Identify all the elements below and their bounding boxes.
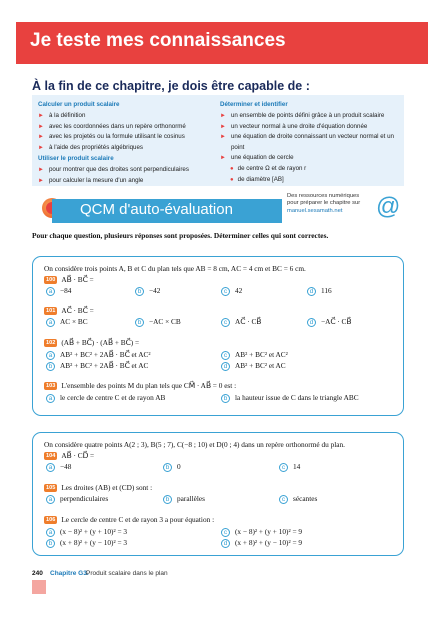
answer-option-b[interactable]: b AB² + BC² + 2AB⃗ · BC⃗ et AC [46, 361, 148, 371]
answer-option-c[interactable]: c sécantes [279, 494, 317, 504]
bullet-icon: ► [38, 123, 44, 130]
bullet-icon: ► [220, 155, 226, 162]
answer-option-c[interactable]: c 42 [221, 286, 242, 296]
question-103: 103 L'ensemble des points M du plan tels que CM⃗ · AB⃗ = 0 est : [46, 381, 237, 390]
question-number: 101 [46, 308, 56, 314]
objectives-left-column [38, 99, 218, 187]
bullet-icon: ► [38, 167, 44, 174]
answer-option-d[interactable]: d −AC⃗ · CB⃗ [307, 317, 351, 327]
objective-item: ► à la définition [38, 112, 86, 119]
block-context: On considère trois points A, B et C du plan tels que AB = 8 cm, AC = 4 cm et BC = 6 cm. [44, 264, 306, 273]
chapter-label: Chapitre G3. [50, 570, 89, 577]
objectives-heading: À la fin de ce chapitre, je dois être capable de : [32, 79, 310, 93]
objectives-section-title: Calculer un produit scalaire [38, 101, 120, 108]
dot-icon: ● [230, 176, 234, 183]
objective-item: ► pour calculer la mesure d'un angle [38, 176, 144, 184]
answer-option-b[interactable]: b la hauteur issue de C dans le triangle ABC [221, 393, 359, 403]
chapter-title: Produit scalaire dans le plan [86, 570, 168, 577]
answer-option-a[interactable]: a AB² + BC² + 2AB⃗ · BC⃗ et AC² [46, 350, 151, 360]
answer-option-d[interactable]: d AB² + BC² et AC [221, 361, 286, 371]
page-title: Je teste mes connaissances [30, 30, 286, 51]
answer-option-c[interactable]: c (x − 8)² + (y + 10)² = 9 [221, 527, 302, 537]
answer-option-a[interactable]: a −84 [46, 286, 71, 296]
dot-icon: ● [230, 165, 234, 172]
bullet-icon: ► [220, 123, 226, 130]
answer-option-a[interactable]: a (x − 8)² + (y + 10)² = 3 [46, 527, 127, 537]
answer-option-b[interactable]: b −42 [135, 286, 160, 296]
answer-option-c[interactable]: c AC⃗ · CB⃗ [221, 317, 261, 327]
question-number: 100 [46, 277, 56, 283]
answer-option-b[interactable]: b (x + 8)² + (y − 10)² = 3 [46, 538, 127, 548]
question-105: 105 Les droites (AB) et (CD) sont : [46, 483, 153, 492]
bullet-icon: ► [220, 134, 226, 141]
answer-option-b[interactable]: b parallèles [163, 494, 205, 504]
objective-item: ► avec les projetés ou la formule utilisant le cosinus [38, 133, 185, 141]
objective-item: ► pour montrer que des droites sont perpendiculaires [38, 166, 189, 174]
question-100: 100 AB⃗ · BC⃗ = [46, 275, 94, 284]
qcm-instructions: Pour chaque question, plusieurs réponses sont proposées. Déterminer celles qui sont correctes. [32, 231, 329, 240]
question-101: 101 AC⃗ · BC⃗ = [46, 306, 94, 315]
question-102: 102 (AB⃗ + BC⃗) · (AB⃗ + BC⃗) = [46, 338, 140, 347]
question-number: 102 [46, 340, 56, 346]
question-number: 103 [46, 383, 56, 389]
answer-option-d[interactable]: d 116 [307, 286, 332, 296]
resources-link[interactable]: manuel.sesamath.net [287, 207, 343, 214]
bullet-icon: ► [38, 144, 44, 151]
objective-item: ► avec les coordonnées dans un repère orthonormé [38, 122, 186, 130]
objectives-section-title: Utiliser le produit scalaire [38, 155, 114, 163]
objectives-section-title: Déterminer et identifier [220, 101, 288, 108]
answer-option-a[interactable]: a −48 [46, 462, 71, 472]
bullet-icon: ► [220, 113, 226, 119]
question-number: 105 [46, 485, 56, 491]
bullet-icon: ► [38, 134, 44, 141]
bullet-icon: ► [38, 177, 44, 184]
objective-subitem: ● de diamètre [AB] [230, 175, 284, 183]
bullet-icon: ► [38, 113, 44, 119]
qcm-title: QCM d'auto-évaluation [80, 201, 233, 218]
answer-option-c[interactable]: c AB² + BC² et AC² [221, 350, 288, 360]
objective-item-continuation: point [230, 143, 245, 151]
block-context: On considère quatre points A(2 ; 3), B(5 ; 7), C(−8 ; 10) et D(0 ; 4) dans un repère orthonormé du plan. [44, 440, 345, 449]
objectives-right-column [220, 99, 404, 185]
question-106: 106 Le cercle de centre C et de rayon 3 a pour équation : [46, 515, 215, 524]
answer-option-b[interactable]: b 0 [163, 462, 181, 472]
question-104: 104 AB⃗ · CD⃗ = [46, 451, 95, 460]
answer-option-d[interactable]: d (x + 8)² + (y − 10)² = 9 [221, 538, 302, 548]
answer-option-a[interactable]: a AC × BC [46, 317, 88, 327]
question-number: 106 [46, 517, 56, 523]
page-tab [32, 580, 46, 594]
answer-option-c[interactable]: c 14 [279, 462, 300, 472]
question-number: 104 [46, 453, 56, 459]
objective-item: ► un ensemble de points défini grâce à un produit scalaire [220, 112, 385, 119]
objective-subitem: ● de centre Ω et de rayon r [230, 164, 307, 172]
answer-option-b[interactable]: b −AC × CB [135, 317, 181, 327]
page-number: 240 [32, 570, 43, 577]
objective-item: ► à l'aide des propriétés algébriques [38, 143, 144, 151]
objective-item: ► une équation de cercle [220, 154, 294, 162]
answer-option-a[interactable]: a le cercle de centre C et de rayon AB [46, 393, 165, 403]
at-sign-icon: @ [376, 193, 401, 220]
answer-option-a[interactable]: a perpendiculaires [46, 494, 108, 504]
objective-item: ► une équation de droite connaissant un vecteur normal et un [220, 133, 395, 141]
resources-note: Des ressources numériques pour préparer le chapitre sur manuel.sesamath.net [287, 193, 377, 215]
objective-item: ► un vecteur normal à une droite d'équation donnée [220, 122, 368, 130]
